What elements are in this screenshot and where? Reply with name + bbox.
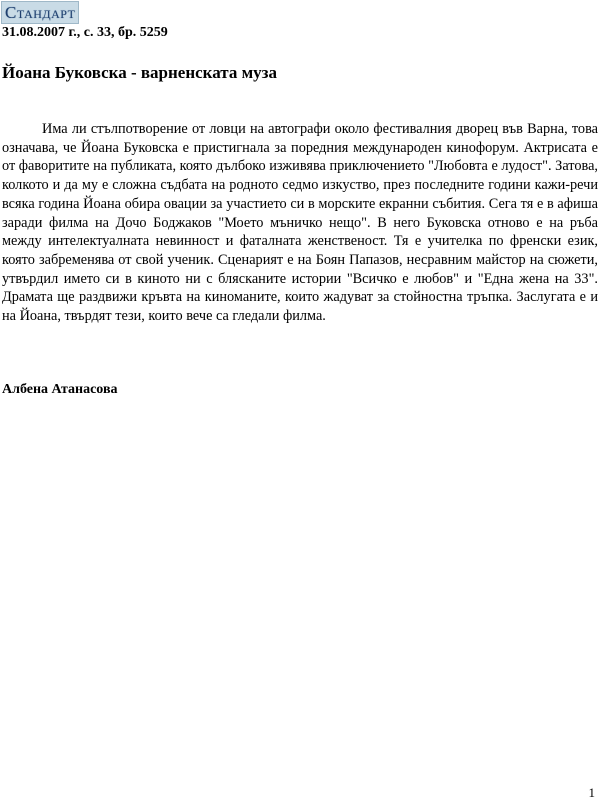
article-body: Има ли стълпотворение от ловци на автографи около фестивалния дворец във Варна, това означава, че Йоана Буковска е пристигнала за поредния международен кинофорум. Актрисата е от фаворитите на публиката, която дълбоко изживява приключението "Любовта е лудост". Затова, колкото и да му е сложна съдбата на родното седмо изкуство, през последните години кажи-речи всяка година Йоана обира овации за участието си в морските екранни събития. Сега тя е в афиша заради филма на Дочо Боджаков "Моето мъничко нещо". В него Буковска отново е на ръба между интелектуалната невинност и фаталната женственост. Тя е учителка по френски език, която забременява от свой ученик. Сценарият е на Боян Папазов, несравним майстор на сюжети, утвърдил името си в киното ни с блясканите истории "Всичко е любов" и "Една жена на 33". Драмата ще раздвижи кръвта на киноманите, които жадуват за стойностна тръпка. Заслугата е и на Йоана, твърдят тези, които вече са гледали филма.	[2, 121, 598, 325]
issue-info: 31.08.2007 г., с. 33, бр. 5259	[2, 25, 168, 40]
page-number: 1	[588, 785, 595, 800]
article-author: Албена Атанасова	[2, 382, 118, 397]
newspaper-logo: Стандарт	[1, 1, 79, 24]
article-headline: Йоана Буковска - варненската муза	[2, 63, 277, 82]
